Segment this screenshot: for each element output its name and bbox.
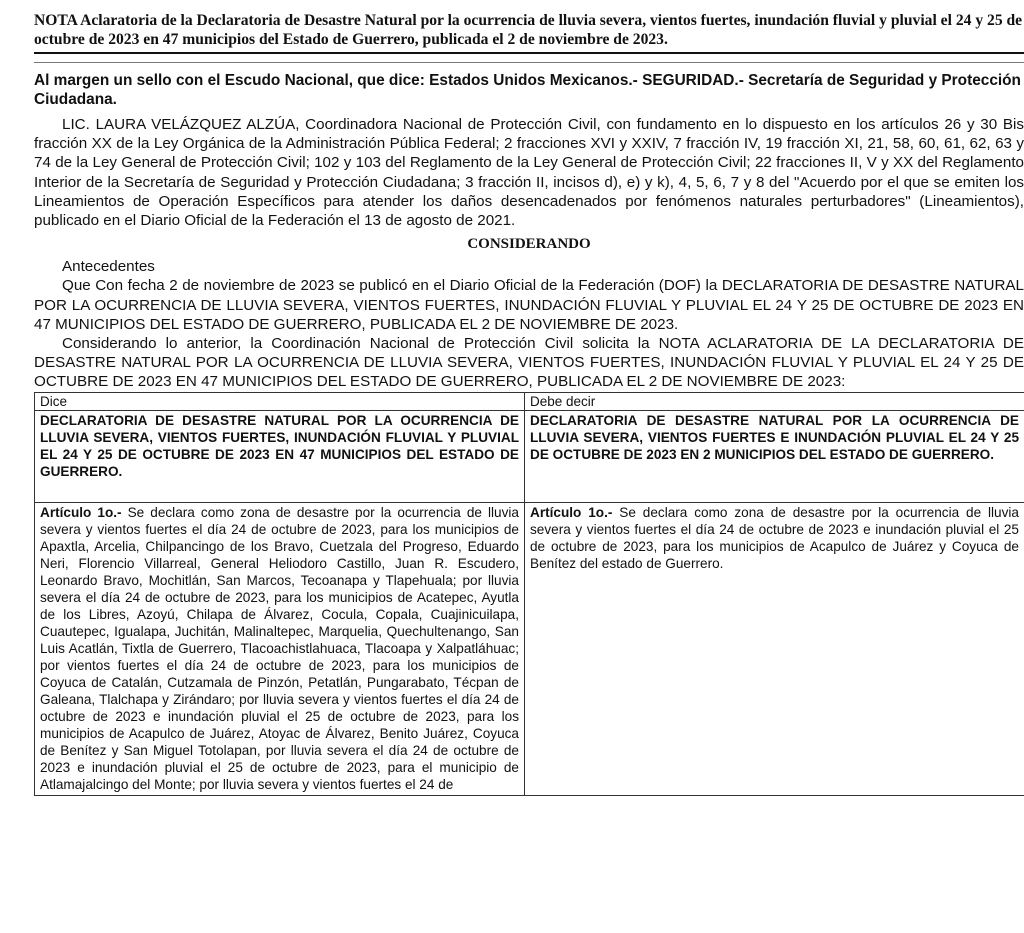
section-heading: CONSIDERANDO (467, 236, 591, 253)
comparison-table (34, 392, 1024, 796)
document-title: NOTA Aclaratoria de la Declaratoria de Desastre Natural por la ocurrencia de lluvia severa, vientos fuertes, inundación fluvial y pluvial el 24 y 25 de octubre de 2023 en 47 municipios del Estado de Guerrero, publicada el 2 de noviembre de 2023. (34, 11, 1024, 54)
table-row (35, 410, 1024, 502)
header-dice: Dice (35, 392, 525, 410)
intro-paragraph: LIC. LAURA VELÁZQUEZ ALZÚA, Coordinadora Nacional de Protección Civil, con fundamento en lo dispuesto en los artículos 26 y 30 Bis fracción XX de la Ley Orgánica de la Administración Pública Federal; 2 fracciones XVI y XXIV, 7 fracción IV, 19 fracción XI, 21, 58, 60, 61, 62, 63 y 74 de la Ley General de Protección Civil; 102 y 103 del Reglamento de la Ley General de Protección Civil; 22 fracciones II, V y XX del Reglamento Interior de la Secretaría de Seguridad y Protección Ciudadana; 3 fracción II, incisos d), e) y k), 4, 5, 6, 7 y 8 del "Acuerdo por el que se emiten los Lineamientos de Operación Específicos para atender los daños desencadenados por fenómenos naturales perturbadores" (Lineamientos), publicado en el Diario Oficial de la Federación el 13 de agosto de 2021. (34, 116, 1024, 230)
table-header-row (35, 392, 1024, 410)
articulo-debe-decir (525, 502, 1024, 795)
articulo-debe-decir-text: Se declara como zona de desastre por la ocurrencia de lluvia severa y vientos fuertes el día 24 de octubre de 2023 e inundación pluvial el 25 de octubre de 2023, para los municipios de Acapulco de Juárez y Coyuca de Benítez del estado de Guerrero. (530, 504, 1019, 571)
declaratoria-debe-decir: DECLARATORIA DE DESASTRE NATURAL POR LA OCURRENCIA DE LLUVIA SEVERA, VIENTOS FUERTES E INUNDACIÓN PLUVIAL EL 24 Y 25 DE OCTUBRE DE 2023 EN 2 MUNICIPIOS DEL ESTADO DE GUERRERO. (525, 410, 1024, 502)
articulo-dice (35, 502, 525, 795)
paragraph-publication: Que Con fecha 2 de noviembre de 2023 se publicó en el Diario Oficial de la Federación (DOF) la DECLARATORIA DE DESASTRE NATURAL POR LA OCURRENCIA DE LLUVIA SEVERA, VIENTOS FUERTES, INUNDACIÓN FLUVIAL Y PLUVIAL EL 24 Y 25 DE OCTUBRE DE 2023 EN 47 MUNICIPIOS DEL ESTADO DE GUERRERO, PUBLICADA EL 2 DE NOVIEMBRE DE 2023. (34, 277, 1024, 333)
paragraph-request: Considerando lo anterior, la Coordinación Nacional de Protección Civil solicita la NOTA ACLARATORIA DE LA DECLARATORIA DE DESASTRE NATURAL POR LA OCURRENCIA DE LLUVIA SEVERA, VIENTOS FUERTES, INUNDACIÓN FLUVIAL Y PLUVIAL EL 24 Y 25 DE OCTUBRE DE 2023 EN 47 MUNICIPIOS DEL ESTADO DE GUERRERO, PUBLICADA EL 2 DE NOVIEMBRE DE 2023: (34, 335, 1024, 391)
articulo-label: Artículo 1o.- (40, 504, 122, 520)
declaratoria-dice: DECLARATORIA DE DESASTRE NATURAL POR LA OCURRENCIA DE LLUVIA SEVERA, VIENTOS FUERTES, INUNDACIÓN FLUVIAL Y PLUVIAL EL 24 Y 25 DE OCTUBRE DE 2023 EN 47 MUNICIPIOS DEL ESTADO DE GUERRERO. (35, 410, 525, 502)
header-debe-decir: Debe decir (525, 392, 1024, 410)
antecedentes-label: Antecedentes (62, 258, 155, 276)
articulo-dice-text: Se declara como zona de desastre por la ocurrencia de lluvia severa y vientos fuertes el día 24 de octubre de 2023, para los municipios de Apaxtla, Arcelia, Chilpancingo de los Bravo, Cuetzala del Progreso, Eduardo Neri, Florencio Villarreal, General Heliodoro Castillo, Juan R. Escudero, Leonardo Bravo, Mochitlán, San Marcos, Tecoanapa y Tlapehuala; por lluvia severa el día 24 de octubre de 2023, para los municipios de Acatepec, Ayutla de los Libres, Azoyú, Chilapa de Álvarez, Cocula, Copala, Cuajinicuilapa, Cuautepec, Igualapa, Juchitán, Malinaltepec, Marquelia, Quechultenango, San Luis Acatlán, Tixtla de Guerrero, Tlacoachistlahuaca, Tlacoapa y Xalpatláhuac; por vientos fuertes el día 24 de octubre de 2023, para los municipios de Coyuca de Catalán, Cutzamala de Pinzón, Petatlán, Pungarabato, Técpan de Galeana, Tlalchapa y Zirándaro; por lluvia severa y vientos fuertes el día 24 de octubre de 2023 e inundación pluvial el 25 de octubre de 2023, para los municipios de Acapulco de Juárez, Atoyac de Álvarez, Benito Juárez, Coyuca de Benítez y San Miguel Totolapan, por lluvia severa el día 24 de octubre de 2023 e inundación pluvial el 25 de octubre de 2023, para el municipio de Atlamajalcingo del Monte; por lluvia severa y vientos fuertes el 24 de (40, 504, 519, 792)
document-page (34, 0, 1024, 796)
articulo-label: Artículo 1o.- (530, 504, 613, 520)
table-row (35, 502, 1024, 795)
seal-note: Al margen un sello con el Escudo Nacional, que dice: Estados Unidos Mexicanos.- SEGURIDAD.- Secretaría de Seguridad y Protección Ciudadana. (34, 62, 1024, 109)
